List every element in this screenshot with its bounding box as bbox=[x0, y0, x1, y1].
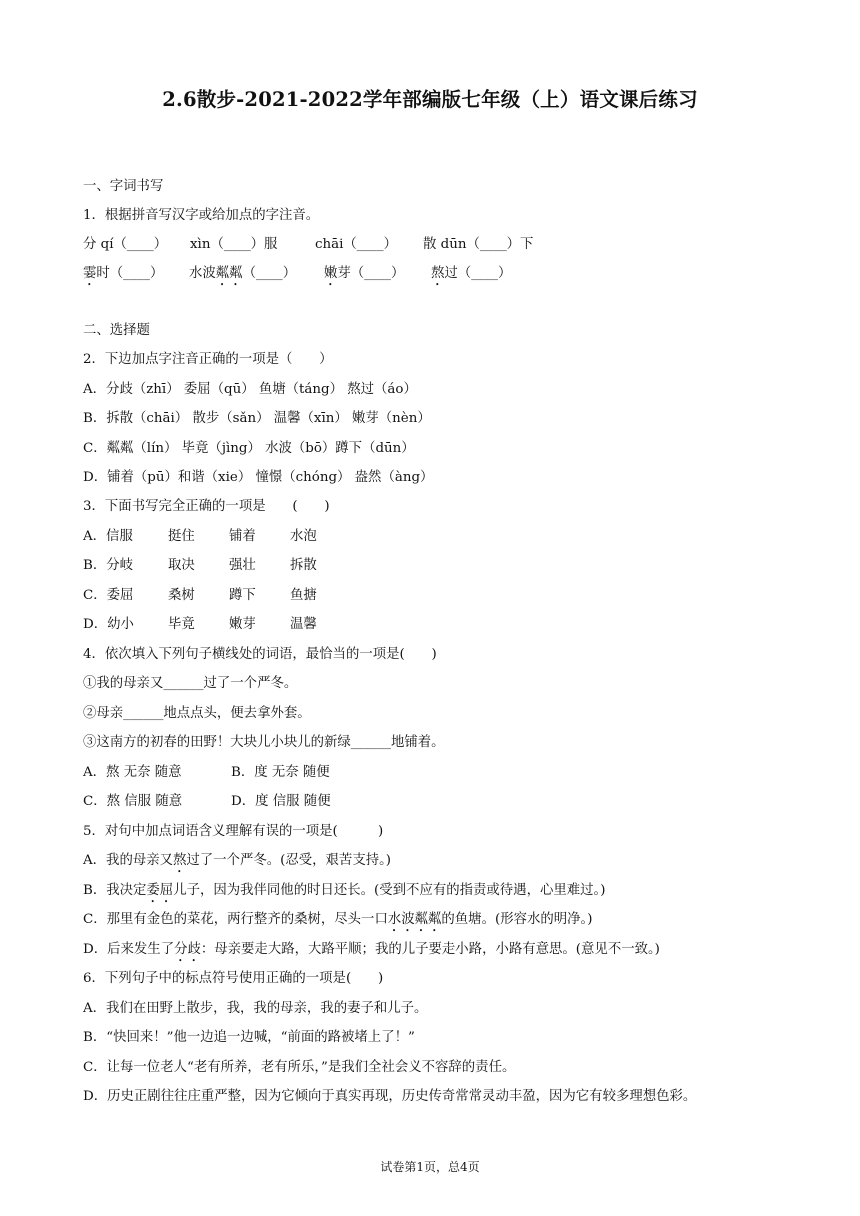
answer-blank[interactable]: ____ bbox=[223, 237, 251, 252]
option-word: 水泡 bbox=[290, 529, 317, 544]
option-word: 毕竟 bbox=[168, 617, 195, 632]
section-heading-1: 一、字词书写 bbox=[83, 179, 164, 194]
option-word: D．幼小 bbox=[83, 617, 134, 632]
option-word: 鱼搪 bbox=[290, 588, 317, 603]
pinyin-item-1: 分 qí（____） bbox=[83, 237, 168, 252]
question-1-row-2 bbox=[83, 265, 511, 289]
question-6-option-a[interactable]: A．我们在田野上散步，我，我的母亲，我的妻子和儿子。 bbox=[83, 1001, 428, 1016]
option-word: 温馨 bbox=[290, 617, 317, 632]
answer-blank[interactable]: ____ bbox=[364, 266, 391, 281]
question-3-stem: 3．下面书写完全正确的一项是 ( ) bbox=[83, 499, 330, 514]
question-1-stem: 1．根据拼音写汉字或给加点的字注音。 bbox=[83, 208, 320, 223]
zhuyin-item-4: 熬过（____） bbox=[431, 266, 512, 281]
question-2-option-b[interactable]: B．拆散（chāi） 散步（sǎn） 温馨（xīn） 嫩芽（nèn） bbox=[83, 411, 431, 426]
answer-blank[interactable]: ____ bbox=[126, 237, 154, 252]
question-3-option-c[interactable] bbox=[83, 587, 317, 605]
option-word: 挺住 bbox=[168, 529, 195, 544]
question-4-sentence-2: ②母亲______地点点头，便去拿外套。 bbox=[83, 706, 311, 721]
question-6-option-d[interactable]: D．历史正剧往往庄重严整，因为它倾向于真实再现，历史传奇常常灵动丰盈，因为它有较多理想色彩。 bbox=[83, 1089, 697, 1104]
question-5-option-b[interactable]: B．我决定委屈儿子，因为我伴同他的时日还长。(受到不应有的指责或待遇，心里难过。) bbox=[83, 883, 606, 898]
question-5-option-d[interactable]: D．后来发生了分歧：母亲要走大路，大路平顺；我的儿子要走小路，小路有意思。(意见不一致。) bbox=[83, 942, 660, 957]
zhuyin-item-3: 嫩芽（____） bbox=[324, 266, 405, 281]
question-4-sentence-1: ①我的母亲又______过了一个严冬。 bbox=[83, 676, 298, 691]
question-3-option-b[interactable] bbox=[83, 557, 317, 575]
option-word: 强壮 bbox=[229, 558, 256, 573]
option-word: 嫩芽 bbox=[229, 617, 256, 632]
zhuyin-item-2: 水波粼粼（____） bbox=[189, 266, 297, 281]
question-6-option-c[interactable]: C．让每一位老人“老有所养，老有所乐，”是我们全社会义不容辞的责任。 bbox=[83, 1060, 516, 1075]
question-4-option-a[interactable]: A．熬 无奈 随意 bbox=[83, 765, 182, 780]
question-6-stem: 6．下列句子中的标点符号使用正确的一项是( ) bbox=[83, 971, 384, 986]
question-5-stem: 5．对句中加点词语含义理解有误的一项是( ) bbox=[83, 824, 384, 839]
question-4-option-d[interactable]: D．度 信服 随便 bbox=[231, 794, 331, 809]
question-4-option-c[interactable]: C．熬 信服 随意 bbox=[83, 794, 183, 809]
question-4-options-cd bbox=[83, 793, 331, 811]
question-2-option-d[interactable]: D．铺着（pū）和谐（xie） 憧憬（chóng） 盎然（àng） bbox=[83, 470, 434, 485]
question-3-option-d[interactable] bbox=[83, 616, 317, 634]
option-word: 铺着 bbox=[229, 529, 256, 544]
section-heading-2: 二、选择题 bbox=[83, 323, 150, 338]
option-word: 拆散 bbox=[290, 558, 317, 573]
question-4-sentence-3: ③这南方的初春的田野！大块儿小块儿的新绿______地铺着。 bbox=[83, 735, 445, 750]
answer-blank[interactable]: ____ bbox=[123, 266, 150, 281]
page-footer: 试卷第1页，总4页 bbox=[380, 1160, 480, 1174]
option-word: A．信服 bbox=[83, 529, 133, 544]
question-2-stem: 2．下边加点字注音正确的一项是（ ） bbox=[83, 352, 333, 367]
question-5-option-a[interactable]: A．我的母亲又熬过了一个严冬。(忍受，艰苦支持。) bbox=[83, 853, 392, 868]
option-word: 桑树 bbox=[168, 588, 195, 603]
zhuyin-item-1: 霎时（____） bbox=[83, 266, 164, 281]
pinyin-item-4: 散 dūn（____）下 bbox=[423, 237, 534, 252]
answer-blank[interactable]: ____ bbox=[356, 237, 384, 252]
pinyin-item-3: chāi（____） bbox=[315, 237, 397, 252]
option-word: B．分岐 bbox=[83, 558, 134, 573]
question-5-option-c[interactable]: C．那里有金色的菜花，两行整齐的桑树，尽头一口水波粼粼的鱼塘。(形容水的明净。) bbox=[83, 912, 593, 927]
answer-blank[interactable]: ____ bbox=[471, 266, 498, 281]
answer-blank[interactable]: ____ bbox=[479, 237, 507, 252]
question-1-row-1 bbox=[83, 236, 533, 254]
option-word: 取决 bbox=[168, 558, 195, 573]
question-4-option-b[interactable]: B．度 无奈 随便 bbox=[231, 765, 330, 780]
page-title: 2.6散步-2021-2022学年部编版七年级（上）语文课后练习 bbox=[162, 88, 698, 111]
pinyin-item-2: xìn（____）服 bbox=[190, 237, 278, 252]
question-2-option-a[interactable]: A．分歧（zhī） 委屈（qū） 鱼塘（táng） 熬过（áo） bbox=[83, 382, 417, 397]
question-4-stem: 4．依次填入下列句子横线处的词语，最恰当的一项是( ) bbox=[83, 647, 437, 662]
question-3-option-a[interactable] bbox=[83, 528, 317, 546]
question-2-option-c[interactable]: C．粼粼（lín） 毕竟（jìng） 水波（bō）蹲下（dūn） bbox=[83, 441, 415, 456]
option-word: 蹲下 bbox=[229, 588, 256, 603]
option-word: C．委屈 bbox=[83, 588, 134, 603]
question-4-options-ab bbox=[83, 764, 330, 782]
question-6-option-b[interactable]: B．“快回来！”他一边追一边喊，“前面的路被堵上了！” bbox=[83, 1030, 415, 1045]
answer-blank[interactable]: ____ bbox=[255, 266, 283, 281]
